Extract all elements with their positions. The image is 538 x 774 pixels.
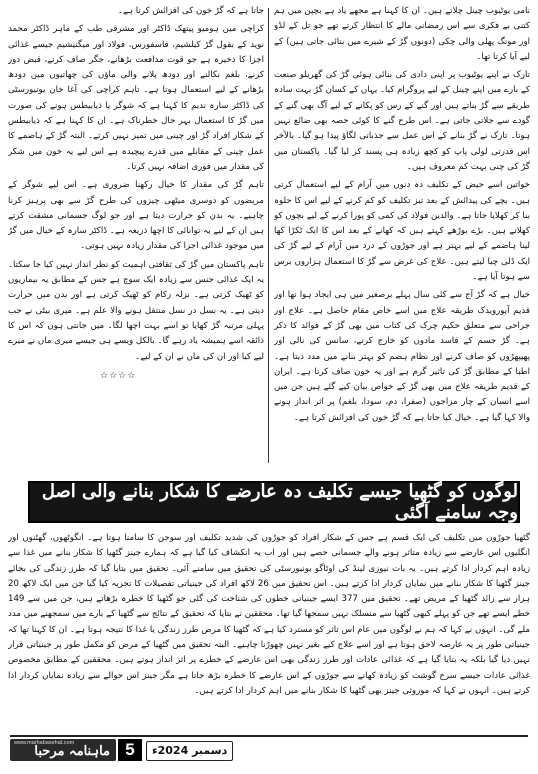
paragraph: خیال ہے کہ گڑ آج سے کئی سال پہلے برصغیر میں ہی ایجاد ہوا تھا اور قدیم آیورویدک طریقہ علاج میں اسے خاص مقام حاصل ہے۔ علاج اور جراحی سے متعلق حکیم چرک کی کتاب میں بھی گڑ کے فوائد کا ذکر ہے۔ گڑ جسم کے فاسد مادوں کو خارج کرنے، سانس کی نالی اور پھیپھڑوں کو صاف کرنے اور نظام ہضم کو بہتر بنانے میں مدد دیتا ہے۔ اطبا کے مطابق گڑ کی تاثیر گرم ہے اور یہ خون صاف کرتا ہے۔ ایران کے قدیم طریقہ علاج میں بھی گڑ کے خواص بیان کیے گئے ہیں جن میں اسے انسان کے چار مزاجوں (صفرا، دم، سودا، بلغم) پر اثر انداز ہونے والا کہا گیا ہے۔ خیال کیا جاتا ہے کہ گڑ خون کی افزائش کرتا ہے۔ (274, 290, 530, 423)
page-number: 5 (118, 739, 142, 761)
headline: لوگوں کو گٹھیا جیسے تکلیف دہ عارضے کا شکار بنانے والی اصل وجہ سامنے آگئی (41, 481, 518, 523)
magazine-name: ماہنامہ مرحبا صحت (34, 744, 110, 774)
end-mark: ☆☆☆☆ (100, 370, 137, 381)
issue-date: دسمبر 2024ء (146, 741, 233, 761)
column-divider (268, 8, 269, 463)
headline-banner (28, 481, 520, 523)
paragraph: تارک نے اپنے یوٹیوب پر اپنی دادی کی بنائی ہوئی گڑ کی گھریلو صنعت کے بارے میں اپنے چینل کے لیے پروگرام کیا۔ یہاں کے کسان گڑ بہت سادہ طریقے سے گڑ بناتے ہیں اور گنے کے رس کو پکانے کے لیے آگ بھی گنے کے گودے سے جلاتی جاتی ہے۔ اس طرح گنے کا کوئی حصہ بھی ضائع نہیں ہوتا۔ تارک نے گڑ بنانے کے اس عمل سے جذباتی لگاؤ پیدا ہو گیا۔ بالآخر اس قدرتی لولی پاپ کو کچھ زیادہ ہی پسند کر لیا گیا۔ پاکستان میں گڑ کی چنی بہت کم معروف ہیں۔ (274, 70, 530, 172)
website-url: www.marhabasehat.com (14, 740, 75, 746)
paragraph: تاہم گڑ کی مقدار کا خیال رکھنا ضروری ہے۔ اس لیے شوگر کے مریضوں کو دوسری میٹھی چیزوں کی طرح گڑ سے بھی پرہیز کرنا چاہیے۔ یہ بدن کو حرارت دیتا ہے اور جو لوگ جسمانی مشقت کرتے ہیں ان کے لیے یہ توانائی کا اچھا ذریعہ ہے۔ ڈاکٹر سارہ کے خیال میں گڑ میں موجود غذائی اجزا کی مقدار زیادہ نہیں ہوتی۔ (8, 180, 264, 252)
article-body (8, 531, 530, 732)
right-column (274, 4, 530, 468)
paragraph: نامی یوٹیوب چینل چلاتے ہیں۔ ان کا کہنا ہے مجھے یاد ہے بچپن میں ہم کتنی بے فکری سے اس رمضانی مالے کا انتظار کرتے تھے جو تل کے لڈو اور مونگ پھلی والی چکی (دونوں گڑ کے شیرے میں بنائی جاتی ہیں) کے لیے آیا کرتا تھا۔ (274, 6, 530, 62)
magazine-logo (10, 739, 116, 774)
left-column (8, 4, 264, 468)
page-footer (10, 735, 528, 774)
paragraph: تاہم پاکستان میں گڑ کی ثقافتی اہمیت کو نظر انداز نہیں کیا جا سکتا۔ یہ ایک غذائی جنس سے زیادہ ایک سوچ ہے جس کے مطابق یہ بیماریوں کو ٹھیک کرتی ہے۔ نزلہ زکام کو ٹھیک کرتی ہے اور بدن میں حرارت دیتی ہے۔ یہ نسل در نسل منتقل ہونے والا علم ہے۔ میری بیٹی نے جب پہلی مرتبہ گڑ کھایا تو اسے بہت اچھا لگا۔ میں جانتی ہوں کہ اس کا ذائقہ اسے ہمیشہ یاد رہے گا۔ بالکل ویسے ہی جیسے میری ماں نے میرے لیے کیا اور ان کی ماں نے ان کے لیے۔ (8, 259, 264, 362)
paragraph: خواتین اسے حیض کے تکلیف دہ دنوں میں آرام کے لیے استعمال کرتی ہیں۔ بچے کی پیدائش کے بعد تیز تکلیف کو کم کرنے کے لیے اس کا حلوہ بنا کر کھلایا جاتا ہے۔ والدین فولاد کی کمی کو پورا کرنے کے لیے بچوں کو کھلاتے ہیں۔ بڑے بوڑھے کہتے ہیں کہ کھانے کے بعد اس کا ایک ٹکڑا کھا لینا ہاضمے کے لیے بہتر ہے اور جوڑوں کے درد میں آرام کے لیے گڑ کی ایک ڈلی چبا لیتے ہیں۔ علاج کی غرض سے گڑ کا استعمال ہزاروں برس سے ہوتا آیا ہے۔ (274, 180, 530, 283)
paragraph: گٹھیا جوڑوں میں تکلیف کی ایک قسم ہے جس کے شکار افراد کو جوڑوں کی شدید تکلیف اور سوجن کا سامنا ہوتا ہے۔ انگوٹھوں، گھٹنوں اور انگلیوں اس عارضے سے زیادہ متاثر ہونے والے جسمانی حصے ہیں اور اب یہ انکشاف کیا گیا ہے کہ ہمارے جینز گٹھیا کا شکار بنانے میں غذا سے زیادہ اہم کردار ادا کرتے ہیں۔ یہ بات نیوزی لینڈ کی اوٹاگو یونیورسٹی کی تحقیق میں سامنے آئی۔ تحقیق میں بتایا گیا کہ طرز زندگی کی بجائے جینز گٹھیا کا شکار بنانے میں نمایاں کردار ادا کرتے ہیں۔ اس تحقیق میں 26 لاکھ افراد کی جینیاتی تفصیلات کا تجزیہ کیا گیا جن میں ایک لاکھ 20 ہزار سے زائد گٹھیا کے مریض تھے۔ تحقیق میں 377 ایسے جینیاتی خطوں کی شناخت کی گئی جو گٹھیا کا خطرہ بڑھاتے ہیں، جن میں سے 149 خطے ایسے تھے جن کو پہلے کبھی گٹھیا سے منسلک نہیں سمجھا گیا تھا۔ محققین نے بتایا کہ تحقیق کے نتائج سے گٹھیا کے بارے میں سمجھنے میں مدد ملے گی۔ انہوں نے کہا کہ ہم نے لوگوں میں عام اس تاثر کو مسترد کیا ہے کہ گٹھیا کا مرض طرز زندگی یا غذا کا نتیجہ ہوتا ہے۔ ان کا کہنا تھا کہ جینیاتی طور پر یہ عارضہ لاحق ہوتا ہے اور اسے علاج کیے بغیر نہیں چھوڑنا چاہیے۔ البتہ تحقیق میں گٹھیا کے مرض کو مکمل طور پر جینیاتی قرار نہیں دیا گیا بلکہ یہ بتایا گیا ہے کہ غذائی عادات اور طرز زندگی بھی اس عارضے کے خطرے پر اثر انداز ہوتے ہیں۔ محققین کے مطابق مخصوص غذائی عادات جیسے سرخ گوشت کو زیادہ کھانے سے جوڑوں کے اس عارضے کا خطرہ بڑھ جاتا ہے مگر جینز اس حوالے سے زیادہ نمایاں کردار ادا کرتے ہیں۔ انہوں نے کہا کہ موروثی جینز بھی گٹھیا کا شکار بنانے میں اہم کردار ادا کرتے ہیں۔ (8, 533, 530, 696)
article-columns (8, 4, 530, 468)
paragraph: کراچی میں ہومیو پیتھک ڈاکٹر اور مشرقی طب کے ماہر ڈاکٹر محمد نوید کے بقول گڑ کیلشیم، فاسفورس، فولاد اور میگنیشیم جیسے غذائی اجزا کا ذخیرہ ہے جو قوت مدافعت بڑھانے، جگر صاف کرنے، قبض دور کرنے، بلغم نکالنے اور دودھ پلانے والی ماؤں کی چھاتیوں میں دودھ بڑھانے کے لیے استعمال ہوتا ہے۔ تاہم کراچی کی آغا خان یونیورسٹی کی ڈاکٹر سارہ ندیم کا کہنا ہے کہ شوگر یا ذیابیطس ہونے کی صورت میں گڑ کا استعمال بہر حال خطرناک ہے۔ ان کا کہنا ہے کہ ذیابیطس کے شکار افراد گڑ اور چینی میں تمیز نہیں کرتے۔ البتہ گڑ کے ہاضمے کا عمل چینی کے مقابلے میں قدرے پیچیدہ ہے اس لیے یہ خون میں شکر کی مقدار میں فوری اضافہ نہیں کرتا۔ (8, 24, 264, 172)
paragraph: جاتا ہے کہ گڑ خون کی افزائش کرتا ہے۔ (117, 6, 264, 16)
